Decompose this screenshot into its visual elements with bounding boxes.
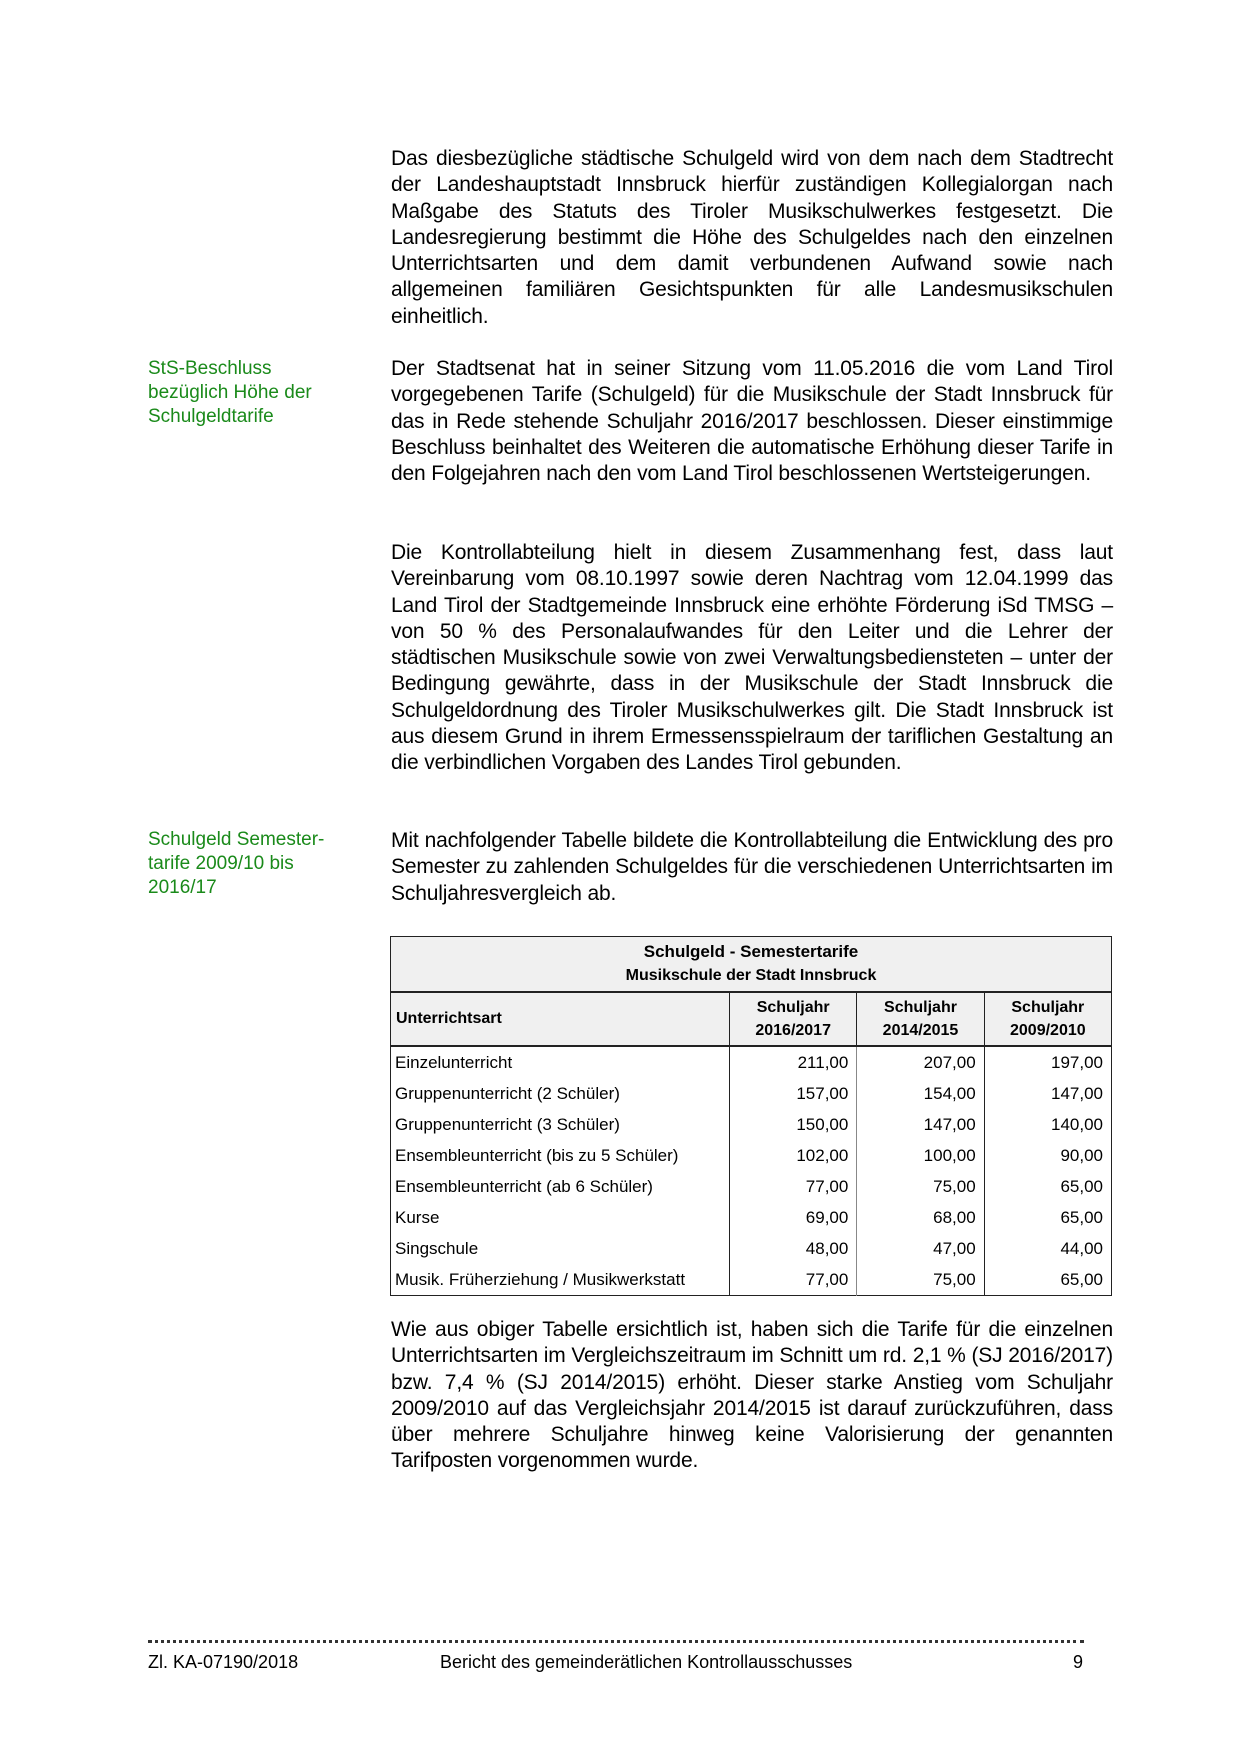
column-header-line: 2016/2017 xyxy=(755,1022,831,1039)
table-row xyxy=(391,1109,1112,1140)
cell-unterrichtsart: Musik. Früherziehung / Musikwerkstatt xyxy=(391,1264,730,1296)
column-header-2014-2015 xyxy=(857,992,984,1046)
cell-unterrichtsart: Einzelunterricht xyxy=(391,1046,730,1078)
cell-unterrichtsart: Ensembleunterricht (bis zu 5 Schüler) xyxy=(391,1140,730,1171)
cell-2009-2010: 65,00 xyxy=(1060,1269,1103,1289)
footer-title: Bericht des gemeinderätlichen Kontrollausschusses xyxy=(440,1652,853,1672)
table-subtitle: Musikschule der Stadt Innsbruck xyxy=(625,967,877,984)
column-header-line: Schuljahr xyxy=(756,999,830,1016)
cell-2009-2010: 65,00 xyxy=(1060,1207,1103,1227)
schulgeld-table xyxy=(390,936,1112,1296)
table-row xyxy=(391,1140,1112,1171)
table-row xyxy=(391,1233,1112,1264)
paragraph-kontrollabteilung-feststellung: Die Kontrollabteilung hielt in diesem Zusammenhang fest, dass laut Vereinbarung vom 08.10.1997 sowie deren Nachtrag vom 12.04.1999 das Land Tirol der Stadtgemeinde Innsbruck eine erhöhte Förderung iSd TMSG – von 50 % des Personalaufwandes für den Leiter und die Lehrer der städtischen Musikschule sowie von zwei Verwaltungsbediensteten – unter der Bedingung gewährte, dass in der Musikschule der Stadt Innsbruck die Schulgeldordnung des Tiroler Musikschulwerkes gilt. Die Stadt Innsbruck ist aus diesem Grund in ihrem Ermessensspielraum der tariflichen Gestaltung an die verbindlichen Vorgaben des Landes Tirol gebunden. xyxy=(391,541,1113,775)
cell-2016-2017: 69,00 xyxy=(730,1202,857,1233)
footer-reference: Zl. KA-07190/2018 xyxy=(148,1652,299,1672)
sidenote-sts-beschluss: StS-Beschluss bezüglich Höhe der Schulgeldtarife xyxy=(148,358,312,427)
cell-2016-2017: 48,00 xyxy=(730,1233,857,1264)
cell-2009-2010: 90,00 xyxy=(1060,1145,1103,1165)
table-title: Schulgeld - Semestertarife xyxy=(643,942,859,961)
cell-unterrichtsart: Singschule xyxy=(391,1233,730,1264)
table-row xyxy=(391,1264,1112,1296)
column-header-line: Schuljahr xyxy=(1011,999,1085,1016)
cell-2014-2015: 154,00 xyxy=(857,1078,984,1109)
cell-2016-2017: 211,00 xyxy=(730,1046,857,1078)
cell-2014-2015: 47,00 xyxy=(857,1233,984,1264)
table-caption-row xyxy=(391,937,1112,993)
paragraph-schulgeld-festsetzung: Das diesbezügliche städtische Schulgeld wird von dem nach dem Stadtrecht der Landeshauptstadt Innsbruck hierfür zuständigen Kollegialorgan nach Maßgabe des Statuts des Tiroler Musikschulwerkes festgesetzt. Die Landesregierung bestimmt die Höhe des Schulgeldes nach den einzelnen Unterrichtsarten und dem damit verbundenen Aufwand sowie nach allgemeinen familiären Gesichtspunkten für alle Landesmusikschulen einheitlich. xyxy=(391,147,1113,328)
cell-2014-2015: 207,00 xyxy=(857,1046,984,1078)
cell-2014-2015: 75,00 xyxy=(857,1171,984,1202)
table-caption xyxy=(391,937,1112,993)
table-row xyxy=(391,1046,1112,1078)
cell-2009-2010: 65,00 xyxy=(1060,1176,1103,1196)
table-row xyxy=(391,1171,1112,1202)
cell-unterrichtsart: Gruppenunterricht (2 Schüler) xyxy=(391,1078,730,1109)
cell-2009-2010: 140,00 xyxy=(1051,1114,1103,1134)
cell-2009-2010: 147,00 xyxy=(1051,1083,1103,1103)
column-header-2016-2017 xyxy=(730,992,857,1046)
cell-2014-2015: 100,00 xyxy=(857,1140,984,1171)
paragraph-tabelle-auswertung: Wie aus obiger Tabelle ersichtlich ist, haben sich die Tarife für die einzelnen Unterrichtsarten im Vergleichszeitraum im Schnitt um rd. 2,1 % (SJ 2016/2017) bzw. 7,4 % (SJ 2014/2015) erhöht. Dieser starke Anstieg vom Schuljahr 2009/2010 auf das Vergleichsjahr 2014/2015 ist darauf zurückzuführen, dass über mehrere Schuljahre hinweg keine Valorisierung der genannten Tarifposten vorgenommen wurde. xyxy=(391,1318,1113,1473)
column-header-line: Schuljahr xyxy=(884,999,957,1016)
cell-unterrichtsart: Ensembleunterricht (ab 6 Schüler) xyxy=(391,1171,730,1202)
cell-2014-2015: 75,00 xyxy=(857,1264,984,1296)
cell-2016-2017: 150,00 xyxy=(730,1109,857,1140)
cell-2016-2017: 77,00 xyxy=(730,1264,857,1296)
table-header-row xyxy=(391,992,1112,1046)
cell-2009-2010: 197,00 xyxy=(1051,1052,1103,1072)
paragraph-tabelle-einleitung: Mit nachfolgender Tabelle bildete die Kontrollabteilung die Entwicklung des pro Semester zu zahlenden Schulgeldes für die verschiedenen Unterrichtsarten im Schuljahresvergleich ab. xyxy=(391,829,1113,905)
paragraph-stadtsenat-beschluss: Der Stadtsenat hat in seiner Sitzung vom 11.05.2016 die vom Land Tirol vorgegebenen Tarife (Schulgeld) für die Musikschule der Stadt Innsbruck für das in Rede stehende Schuljahr 2016/2017 beschlossen. Dieser einstimmige Beschluss beinhaltet des Weiteren die automatische Erhöhung dieser Tarife in den Folgejahren nach den vom Land Tirol beschlossenen Wertsteigerungen. xyxy=(391,357,1113,486)
cell-2014-2015: 147,00 xyxy=(857,1109,984,1140)
cell-2014-2015: 68,00 xyxy=(857,1202,984,1233)
column-header-unterrichtsart: Unterrichtsart xyxy=(391,992,730,1046)
table-row xyxy=(391,1202,1112,1233)
footer-dotted-rule xyxy=(148,1640,1084,1643)
column-header-line: 2014/2015 xyxy=(882,1022,959,1039)
page-number: 9 xyxy=(1073,1652,1084,1672)
cell-2009-2010: 44,00 xyxy=(1060,1238,1103,1258)
column-header-line: 2009/2010 xyxy=(1010,1022,1086,1039)
cell-unterrichtsart: Gruppenunterricht (3 Schüler) xyxy=(391,1109,730,1140)
cell-2016-2017: 157,00 xyxy=(730,1078,857,1109)
sidenote-semestertarife: Schulgeld Semestertarife 2009/10 bis 2016/17 xyxy=(148,829,325,898)
table-row xyxy=(391,1078,1112,1109)
cell-2016-2017: 102,00 xyxy=(730,1140,857,1171)
column-header-2009-2010 xyxy=(984,992,1111,1046)
cell-unterrichtsart: Kurse xyxy=(391,1202,730,1233)
cell-2016-2017: 77,00 xyxy=(730,1171,857,1202)
